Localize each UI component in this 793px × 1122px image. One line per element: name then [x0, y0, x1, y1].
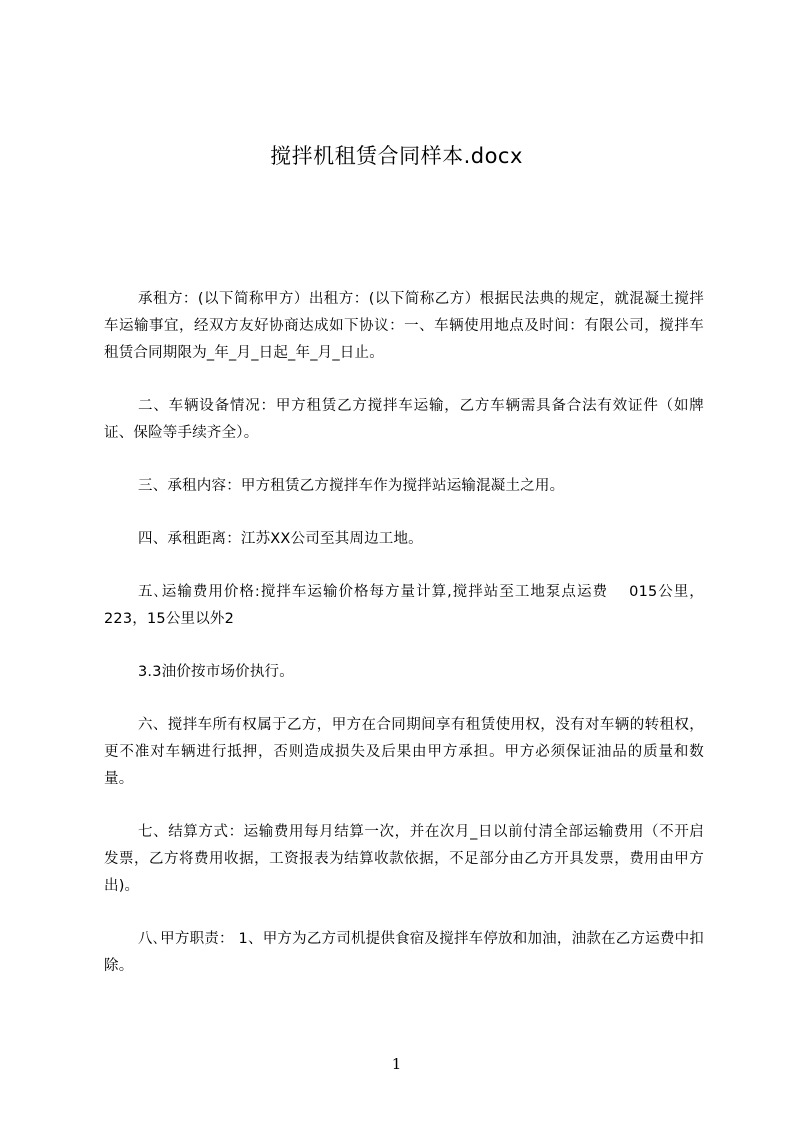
- paragraph-lease-distance: 四、承租距离：江苏XX公司至其周边工地。: [138, 531, 423, 547]
- paragraph-transport-price: 五､运输费用价格:搅拌车运输价格每方量计算,搅拌站至工地泵点运费 015公里，223，15公里以外2: [104, 584, 704, 627]
- document-title: 搅拌机租赁合同样本.docx: [270, 144, 523, 168]
- paragraph-ownership: 六、搅拌车所有权属于乙方，甲方在合同期间享有租赁使用权，没有对车辆的转租权，更不准对车辆进行抵押，否则造成损失及后果由甲方承担。甲方必须保证油品的质量和数量。: [104, 717, 704, 787]
- page-number: 1: [391, 1055, 402, 1073]
- document-body: [104, 286, 704, 1006]
- paragraph-settlement: 七、结算方式：运输费用每月结算一次，并在次月_日以前付清全部运输费用（不开启发票，乙方将费用收据，工资报表为结算收款依据，不足部分由乙方开具发票，费用由甲方出)。: [104, 824, 704, 894]
- paragraph-fuel-price: 3.3油价按市场价执行。: [138, 664, 294, 680]
- paragraph-vehicle-equipment: 二、车辆设备情况：甲方租赁乙方搅拌车运输，乙方车辆需具备合法有效证件（如牌证、保险等手续齐全）。: [104, 398, 704, 441]
- paragraph-lease-content: 三、承租内容：甲方租赁乙方搅拌车作为搅拌站运输混凝土之用。: [138, 478, 565, 494]
- paragraph-intro: 承租方：(以下简称甲方）出租方：(以下简称乙方）根据民法典的规定，就混凝土搅拌车运输事宜，经双方友好协商达成如下协议：一、车辆使用地点及时间：有限公司，搅拌车租赁合同期限为_年_月_日起_年_月_日止。: [104, 291, 704, 361]
- paragraph-party-a-duties: 八､甲方职责： 1、甲方为乙方司机提供食宿及搅拌车停放和加油，油款在乙方运费中扣除。: [104, 931, 704, 974]
